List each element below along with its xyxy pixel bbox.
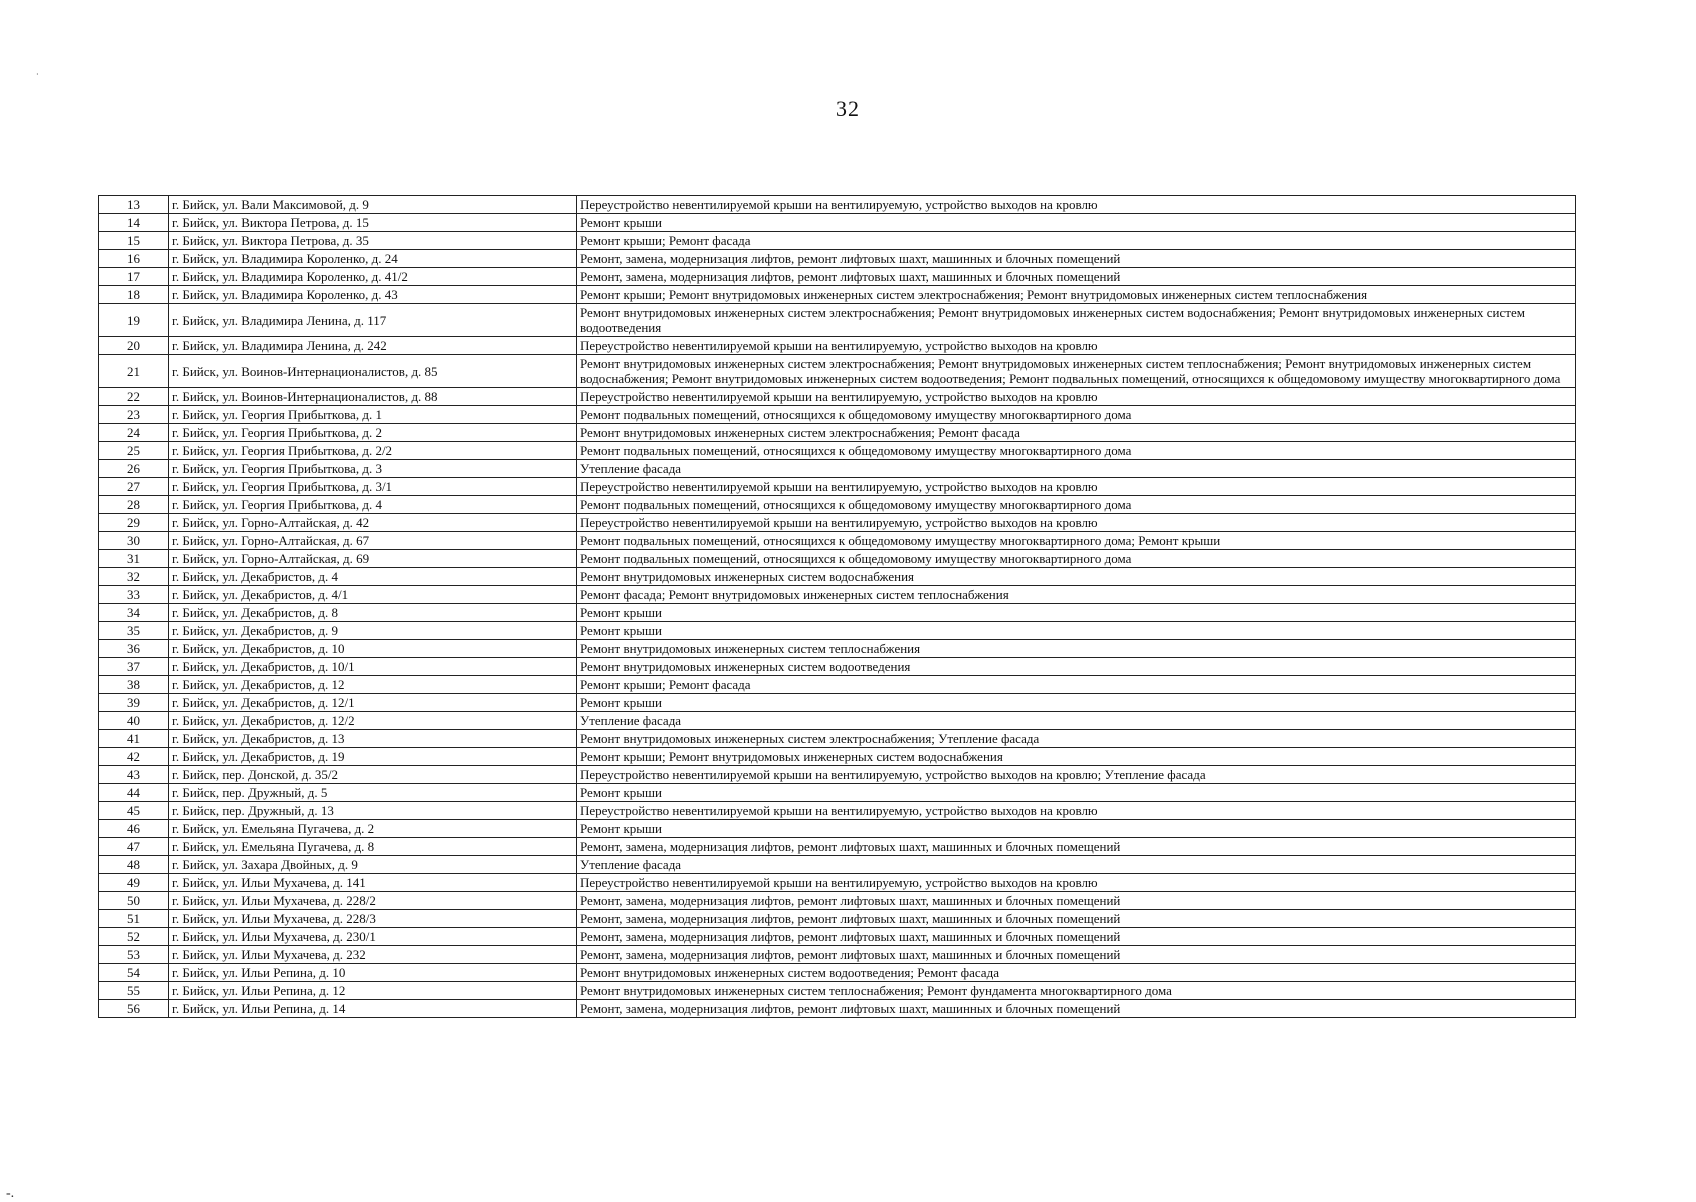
- table-row: [99, 640, 1576, 658]
- row-address: г. Бийск, ул. Георгия Прибыткова, д. 2: [169, 424, 577, 442]
- table-row: [99, 748, 1576, 766]
- row-works: Ремонт подвальных помещений, относящихся к общедомовому имуществу многоквартирного дома: [577, 550, 1576, 568]
- table-row: [99, 892, 1576, 910]
- row-number: 56: [99, 1000, 169, 1018]
- row-works: Ремонт внутридомовых инженерных систем электроснабжения; Утепление фасада: [577, 730, 1576, 748]
- table-row: [99, 586, 1576, 604]
- row-address: г. Бийск, ул. Ильи Мухачева, д. 141: [169, 874, 577, 892]
- table-row: [99, 622, 1576, 640]
- row-address: г. Бийск, ул. Декабристов, д. 13: [169, 730, 577, 748]
- row-number: 37: [99, 658, 169, 676]
- row-number: 52: [99, 928, 169, 946]
- table-row: [99, 532, 1576, 550]
- row-address: г. Бийск, пер. Донской, д. 35/2: [169, 766, 577, 784]
- row-number: 25: [99, 442, 169, 460]
- row-number: 18: [99, 286, 169, 304]
- row-number: 50: [99, 892, 169, 910]
- table-row: [99, 514, 1576, 532]
- row-address: г. Бийск, ул. Владимира Короленко, д. 43: [169, 286, 577, 304]
- row-address: г. Бийск, ул. Ильи Мухачева, д. 228/2: [169, 892, 577, 910]
- row-number: 13: [99, 196, 169, 214]
- row-works: Ремонт внутридомовых инженерных систем теплоснабжения: [577, 640, 1576, 658]
- row-number: 33: [99, 586, 169, 604]
- row-works: Ремонт крыши: [577, 622, 1576, 640]
- row-works: Ремонт, замена, модернизация лифтов, ремонт лифтовых шахт, машинных и блочных помещений: [577, 268, 1576, 286]
- table-row: [99, 406, 1576, 424]
- row-address: г. Бийск, ул. Декабристов, д. 10: [169, 640, 577, 658]
- row-works: Ремонт, замена, модернизация лифтов, ремонт лифтовых шахт, машинных и блочных помещений: [577, 250, 1576, 268]
- row-works: Ремонт подвальных помещений, относящихся к общедомовому имуществу многоквартирного дома: [577, 442, 1576, 460]
- row-works: Ремонт крыши; Ремонт внутридомовых инженерных систем электроснабжения; Ремонт внутридомовых инженерных систем теплоснабжения: [577, 286, 1576, 304]
- row-works: Ремонт крыши; Ремонт внутридомовых инженерных систем водоснабжения: [577, 748, 1576, 766]
- table-row: [99, 1000, 1576, 1018]
- row-address: г. Бийск, ул. Горно-Алтайская, д. 42: [169, 514, 577, 532]
- row-works: Утепление фасада: [577, 856, 1576, 874]
- row-address: г. Бийск, ул. Владимира Ленина, д. 242: [169, 337, 577, 355]
- row-number: 28: [99, 496, 169, 514]
- row-address: г. Бийск, ул. Ильи Репина, д. 12: [169, 982, 577, 1000]
- table-row: [99, 568, 1576, 586]
- row-number: 22: [99, 388, 169, 406]
- row-number: 24: [99, 424, 169, 442]
- row-works: Ремонт, замена, модернизация лифтов, ремонт лифтовых шахт, машинных и блочных помещений: [577, 946, 1576, 964]
- table-row: [99, 730, 1576, 748]
- row-address: г. Бийск, ул. Ильи Репина, д. 14: [169, 1000, 577, 1018]
- row-works: Ремонт фасада; Ремонт внутридомовых инженерных систем теплоснабжения: [577, 586, 1576, 604]
- row-number: 36: [99, 640, 169, 658]
- row-address: г. Бийск, ул. Георгия Прибыткова, д. 3/1: [169, 478, 577, 496]
- row-works: Ремонт подвальных помещений, относящихся к общедомовому имуществу многоквартирного дома; Ремонт крыши: [577, 532, 1576, 550]
- row-number: 41: [99, 730, 169, 748]
- row-address: г. Бийск, ул. Воинов-Интернационалистов, д. 85: [169, 355, 577, 388]
- table-row: [99, 820, 1576, 838]
- row-number: 55: [99, 982, 169, 1000]
- row-works: Переустройство невентилируемой крыши на вентилируемую, устройство выходов на кровлю: [577, 478, 1576, 496]
- row-address: г. Бийск, ул. Ильи Мухачева, д. 232: [169, 946, 577, 964]
- row-number: 45: [99, 802, 169, 820]
- row-number: 29: [99, 514, 169, 532]
- row-works: Переустройство невентилируемой крыши на вентилируемую, устройство выходов на кровлю: [577, 802, 1576, 820]
- row-works: Ремонт внутридомовых инженерных систем водоснабжения: [577, 568, 1576, 586]
- row-address: г. Бийск, ул. Владимира Короленко, д. 41/2: [169, 268, 577, 286]
- table-row: [99, 676, 1576, 694]
- table-row: [99, 550, 1576, 568]
- row-works: Ремонт внутридомовых инженерных систем теплоснабжения; Ремонт фундамента многоквартирного дома: [577, 982, 1576, 1000]
- row-address: г. Бийск, ул. Декабристов, д. 4/1: [169, 586, 577, 604]
- table-row: [99, 478, 1576, 496]
- row-works: Переустройство невентилируемой крыши на вентилируемую, устройство выходов на кровлю: [577, 196, 1576, 214]
- table-row: [99, 388, 1576, 406]
- row-number: 54: [99, 964, 169, 982]
- row-address: г. Бийск, ул. Вали Максимовой, д. 9: [169, 196, 577, 214]
- row-number: 20: [99, 337, 169, 355]
- table-row: [99, 460, 1576, 478]
- table-row: [99, 874, 1576, 892]
- row-works: Ремонт крыши: [577, 694, 1576, 712]
- row-address: г. Бийск, ул. Декабристов, д. 10/1: [169, 658, 577, 676]
- row-address: г. Бийск, ул. Владимира Ленина, д. 117: [169, 304, 577, 337]
- row-works: Ремонт крыши; Ремонт фасада: [577, 232, 1576, 250]
- table-row: [99, 856, 1576, 874]
- row-address: г. Бийск, ул. Георгия Прибыткова, д. 2/2: [169, 442, 577, 460]
- row-works: Ремонт крыши: [577, 820, 1576, 838]
- row-number: 19: [99, 304, 169, 337]
- row-number: 15: [99, 232, 169, 250]
- row-number: 39: [99, 694, 169, 712]
- row-address: г. Бийск, ул. Ильи Мухачева, д. 228/3: [169, 910, 577, 928]
- row-works: Ремонт крыши: [577, 604, 1576, 622]
- row-number: 49: [99, 874, 169, 892]
- row-address: г. Бийск, ул. Георгия Прибыткова, д. 1: [169, 406, 577, 424]
- row-works: Ремонт крыши; Ремонт фасада: [577, 676, 1576, 694]
- row-works: Ремонт подвальных помещений, относящихся к общедомовому имуществу многоквартирного дома: [577, 496, 1576, 514]
- row-address: г. Бийск, ул. Декабристов, д. 12/1: [169, 694, 577, 712]
- table-row: [99, 496, 1576, 514]
- table-row: [99, 268, 1576, 286]
- row-number: 14: [99, 214, 169, 232]
- row-works: Ремонт, замена, модернизация лифтов, ремонт лифтовых шахт, машинных и блочных помещений: [577, 892, 1576, 910]
- row-address: г. Бийск, ул. Ильи Мухачева, д. 230/1: [169, 928, 577, 946]
- row-number: 31: [99, 550, 169, 568]
- scan-speck: -.: [6, 1186, 15, 1201]
- row-address: г. Бийск, пер. Дружный, д. 5: [169, 784, 577, 802]
- table-row: [99, 928, 1576, 946]
- row-number: 16: [99, 250, 169, 268]
- row-number: 40: [99, 712, 169, 730]
- row-address: г. Бийск, ул. Ильи Репина, д. 10: [169, 964, 577, 982]
- row-address: г. Бийск, ул. Виктора Петрова, д. 15: [169, 214, 577, 232]
- table-row: [99, 964, 1576, 982]
- row-works: Переустройство невентилируемой крыши на вентилируемую, устройство выходов на кровлю: [577, 388, 1576, 406]
- row-number: 38: [99, 676, 169, 694]
- row-number: 17: [99, 268, 169, 286]
- table-row: [99, 712, 1576, 730]
- row-address: г. Бийск, ул. Декабристов, д. 9: [169, 622, 577, 640]
- row-works: Ремонт, замена, модернизация лифтов, ремонт лифтовых шахт, машинных и блочных помещений: [577, 838, 1576, 856]
- row-works: Переустройство невентилируемой крыши на вентилируемую, устройство выходов на кровлю; Утепление фасада: [577, 766, 1576, 784]
- row-address: г. Бийск, ул. Захара Двойных, д. 9: [169, 856, 577, 874]
- table-row: [99, 946, 1576, 964]
- row-works: Ремонт подвальных помещений, относящихся к общедомовому имуществу многоквартирного дома: [577, 406, 1576, 424]
- row-number: 34: [99, 604, 169, 622]
- row-works: Ремонт внутридомовых инженерных систем водоотведения; Ремонт фасада: [577, 964, 1576, 982]
- row-works: Ремонт внутридомовых инженерных систем электроснабжения; Ремонт внутридомовых инженерных систем водоснабжения; Ремонт внутридомовых инженерных систем водоотведения: [577, 304, 1576, 337]
- row-address: г. Бийск, ул. Декабристов, д. 19: [169, 748, 577, 766]
- table-row: [99, 214, 1576, 232]
- row-number: 43: [99, 766, 169, 784]
- row-number: 23: [99, 406, 169, 424]
- table-row: [99, 910, 1576, 928]
- row-address: г. Бийск, пер. Дружный, д. 13: [169, 802, 577, 820]
- table-row: [99, 838, 1576, 856]
- row-works: Ремонт внутридомовых инженерных систем водоотведения: [577, 658, 1576, 676]
- table-row: [99, 802, 1576, 820]
- row-works: Переустройство невентилируемой крыши на вентилируемую, устройство выходов на кровлю: [577, 874, 1576, 892]
- table-row: [99, 766, 1576, 784]
- row-address: г. Бийск, ул. Виктора Петрова, д. 35: [169, 232, 577, 250]
- table-row: [99, 337, 1576, 355]
- row-number: 27: [99, 478, 169, 496]
- row-number: 30: [99, 532, 169, 550]
- row-address: г. Бийск, ул. Владимира Короленко, д. 24: [169, 250, 577, 268]
- row-works: Ремонт крыши: [577, 784, 1576, 802]
- row-number: 51: [99, 910, 169, 928]
- table-row: [99, 232, 1576, 250]
- row-works: Утепление фасада: [577, 460, 1576, 478]
- row-address: г. Бийск, ул. Горно-Алтайская, д. 69: [169, 550, 577, 568]
- row-address: г. Бийск, ул. Георгия Прибыткова, д. 4: [169, 496, 577, 514]
- row-number: 26: [99, 460, 169, 478]
- works-table: [98, 195, 1576, 1018]
- table-row: [99, 604, 1576, 622]
- row-number: 53: [99, 946, 169, 964]
- row-works: Ремонт внутридомовых инженерных систем электроснабжения; Ремонт внутридомовых инженерных систем теплоснабжения; Ремонт внутридомовых инженерных систем водоснабжения; Ремонт внутридомовых инженерных систем водоотведения; Ремонт подвальных помещений, относящихся к общедомовому имуществу многоквартирного дома: [577, 355, 1576, 388]
- row-works: Ремонт, замена, модернизация лифтов, ремонт лифтовых шахт, машинных и блочных помещений: [577, 910, 1576, 928]
- row-number: 46: [99, 820, 169, 838]
- row-works: Переустройство невентилируемой крыши на вентилируемую, устройство выходов на кровлю: [577, 337, 1576, 355]
- table-row: [99, 355, 1576, 388]
- row-number: 42: [99, 748, 169, 766]
- table-row: [99, 694, 1576, 712]
- row-address: г. Бийск, ул. Емельяна Пугачева, д. 8: [169, 838, 577, 856]
- table-row: [99, 982, 1576, 1000]
- row-works: Ремонт внутридомовых инженерных систем электроснабжения; Ремонт фасада: [577, 424, 1576, 442]
- table-row: [99, 658, 1576, 676]
- scan-speck: ·: [36, 70, 39, 79]
- table-row: [99, 442, 1576, 460]
- row-works: Ремонт, замена, модернизация лифтов, ремонт лифтовых шахт, машинных и блочных помещений: [577, 928, 1576, 946]
- row-address: г. Бийск, ул. Воинов-Интернационалистов, д. 88: [169, 388, 577, 406]
- row-works: Переустройство невентилируемой крыши на вентилируемую, устройство выходов на кровлю: [577, 514, 1576, 532]
- row-address: г. Бийск, ул. Горно-Алтайская, д. 67: [169, 532, 577, 550]
- row-number: 21: [99, 355, 169, 388]
- row-address: г. Бийск, ул. Декабристов, д. 12: [169, 676, 577, 694]
- row-number: 44: [99, 784, 169, 802]
- row-number: 35: [99, 622, 169, 640]
- row-works: Ремонт, замена, модернизация лифтов, ремонт лифтовых шахт, машинных и блочных помещений: [577, 1000, 1576, 1018]
- row-address: г. Бийск, ул. Емельяна Пугачева, д. 2: [169, 820, 577, 838]
- table-row: [99, 424, 1576, 442]
- table-row: [99, 784, 1576, 802]
- row-address: г. Бийск, ул. Декабристов, д. 8: [169, 604, 577, 622]
- table-row: [99, 286, 1576, 304]
- table-row: [99, 304, 1576, 337]
- row-address: г. Бийск, ул. Георгия Прибыткова, д. 3: [169, 460, 577, 478]
- row-number: 32: [99, 568, 169, 586]
- row-number: 47: [99, 838, 169, 856]
- table-row: [99, 250, 1576, 268]
- row-works: Ремонт крыши: [577, 214, 1576, 232]
- row-address: г. Бийск, ул. Декабристов, д. 12/2: [169, 712, 577, 730]
- page-number: 32: [836, 96, 860, 121]
- table-row: [99, 196, 1576, 214]
- works-table-body: [99, 196, 1576, 1018]
- row-works: Утепление фасада: [577, 712, 1576, 730]
- row-address: г. Бийск, ул. Декабристов, д. 4: [169, 568, 577, 586]
- row-number: 48: [99, 856, 169, 874]
